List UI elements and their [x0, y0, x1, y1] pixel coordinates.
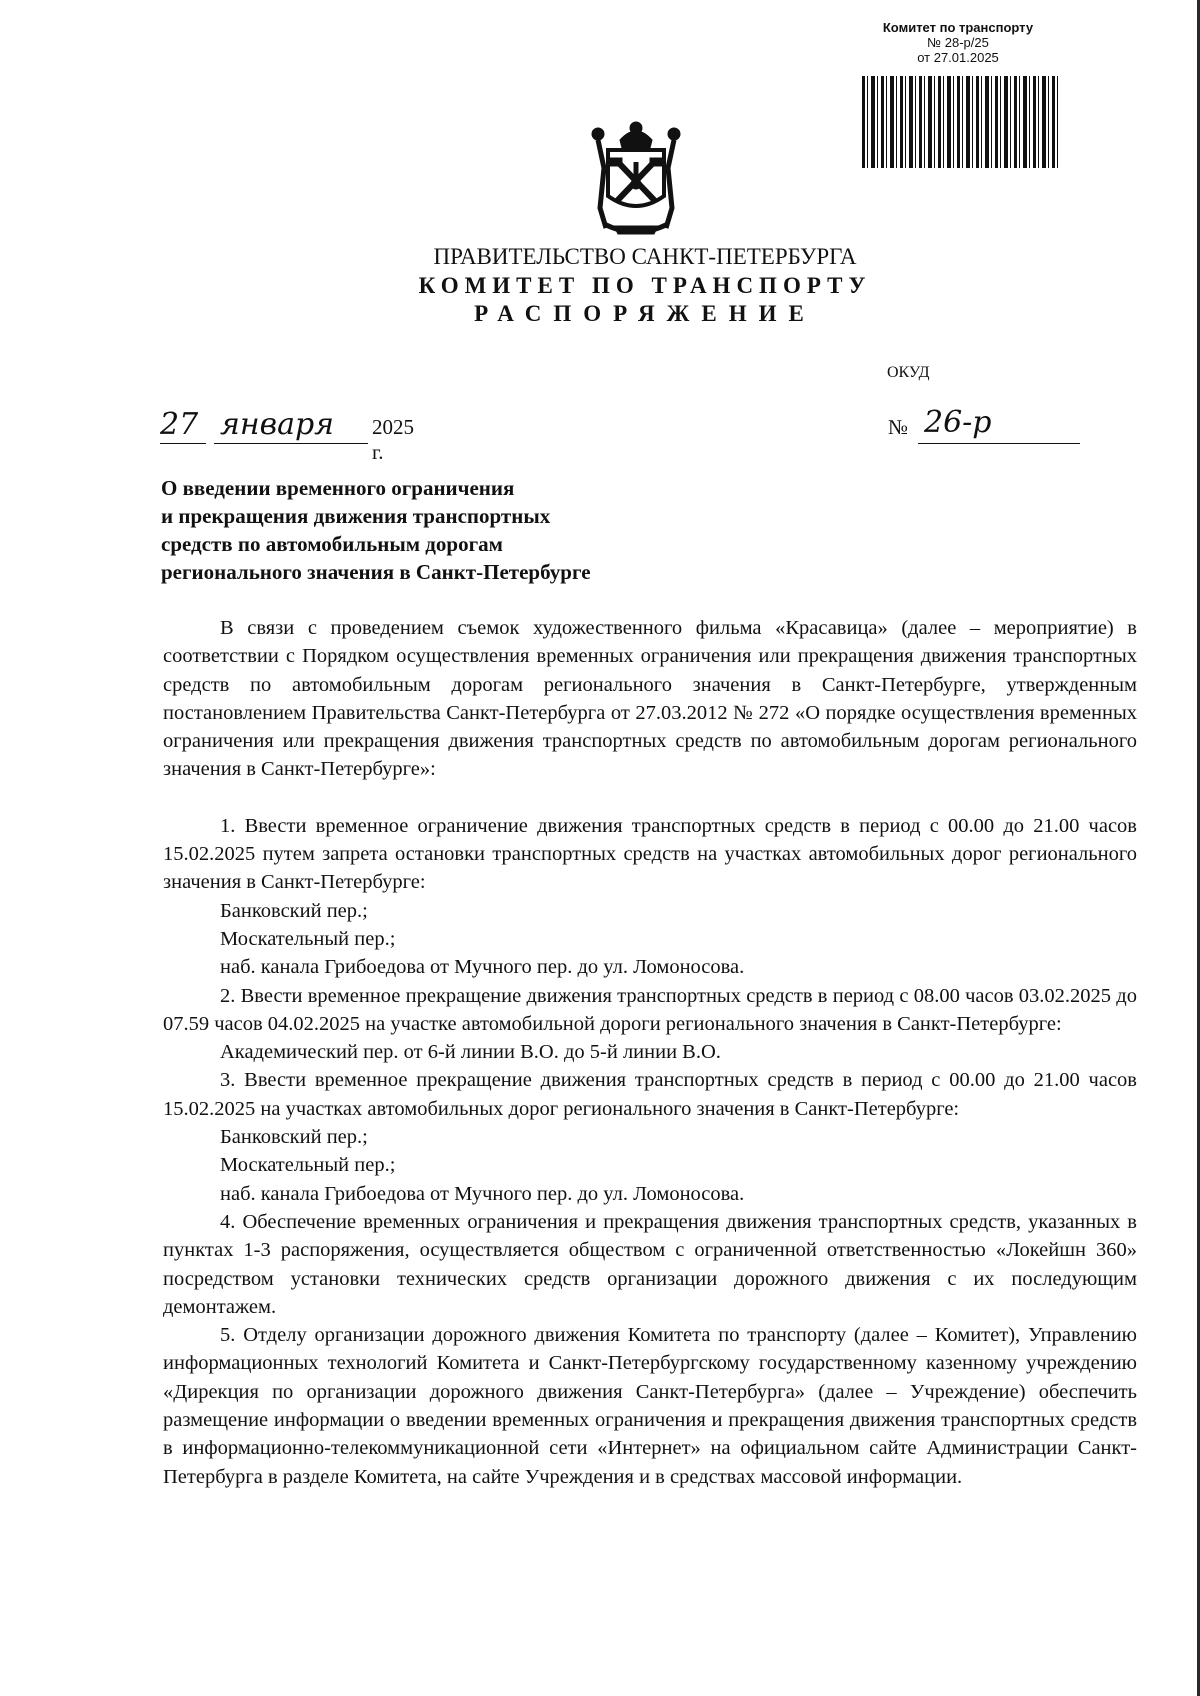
- document-title: [161, 474, 591, 586]
- date-day: 27: [160, 407, 199, 442]
- paragraph-gap: [163, 784, 1137, 812]
- okud-label: ОКУД: [887, 364, 930, 381]
- point-4: 4. Обеспечение временных ограничения и прекращения движения транспортных средств, указанных в пунктах 1-3 распоряжения, осуществляется обществом с ограниченной ответственностью «Локейшн 360» посредством установки технических средств организации дорожного движения с их последующим демонтажем.: [163, 1210, 1137, 1318]
- number-line: [888, 405, 1118, 453]
- point-2: 2. Ввести временное прекращение движения транспортных средств в период с 08.00 часов 03.02.2025 до 07.59 часов 04.02.2025 на участке автомобильной дороги регионального значения в Санкт-Петербурге:: [163, 984, 1137, 1035]
- date-year: 2025 г.: [372, 415, 414, 464]
- road-item: наб. канала Грибоедова от Мучного пер. до ул. Ломоносова.: [220, 1182, 745, 1205]
- road-item: Москательный пер.;: [220, 1154, 396, 1177]
- number-underline: [918, 443, 1080, 444]
- title-line: О введении временного ограничения: [161, 476, 515, 500]
- point-3: 3. Ввести временное прекращение движения транспортных средств в период с 00.00 до 21.00 часов 15.02.2025 на участках автомобильных дорог регионального значения в Санкт-Петербурге:: [163, 1069, 1137, 1120]
- date-month: января: [220, 407, 335, 442]
- stamp-number: № 28-р/25: [927, 35, 989, 50]
- stamp-date: от 27.01.2025: [917, 50, 999, 65]
- road-item: Банковский пер.;: [220, 899, 368, 922]
- title-line: регионального значения в Санкт-Петербурге: [161, 560, 591, 584]
- day-underline: [160, 443, 206, 444]
- committee-heading: КОМИТЕТ ПО ТРАНСПОРТУ: [418, 273, 872, 298]
- number-value: 26-р: [924, 405, 992, 440]
- registration-stamp: [858, 20, 1058, 65]
- number-prefix: №: [888, 415, 909, 439]
- stamp-org: Комитет по транспорту: [882, 20, 1034, 35]
- barcode: [862, 76, 1058, 168]
- road-item: наб. канала Грибоедова от Мучного пер. до ул. Ломоносова.: [220, 956, 745, 979]
- government-heading: ПРАВИТЕЛЬСТВО САНКТ-ПЕТЕРБУРГА: [433, 244, 857, 269]
- document-body: [163, 614, 1137, 1491]
- title-line: средств по автомобильным дорогам: [161, 532, 503, 556]
- point-5: 5. Отделу организации дорожного движения Комитета по транспорту (далее – Комитет), Управлению информационных технологий Комитета и Санкт-Петербургскому государственному казенному учреждению «Дирекция по организации дорожного движения Санкт-Петербурга» (далее – Учреждение) обеспечить размещение информации о введении временных ограничения и прекращения движения транспортных средств в информационно-телекоммуникационной сети «Интернет» на официальном сайте Администрации Санкт-Петербурга в разделе Комитета, на сайте Учреждения и в средствах массовой информации.: [163, 1324, 1137, 1488]
- doc-type-heading: РАСПОРЯЖЕНИЕ: [474, 301, 816, 326]
- preamble-paragraph: В связи с проведением съемок художественного фильма «Красавица» (далее – мероприятие) в соответствии с Порядком осуществления временных ограничения или прекращения движения транспортных средств по автомобильным дорогам регионального значения в Санкт-Петербурге, утвержденным постановлением Правительства Санкт-Петербурга от 27.03.2012 № 272 «О порядке осуществления временных ограничения или прекращения движения транспортных средств по автомобильным дорогам регионального значения в Санкт-Петербурге»:: [163, 617, 1137, 781]
- road-item: Банковский пер.;: [220, 1126, 368, 1149]
- road-item: Москательный пер.;: [220, 927, 396, 950]
- month-underline: [214, 443, 368, 444]
- title-line: и прекращения движения транспортных: [161, 504, 551, 528]
- point-1: 1. Ввести временное ограничение движения транспортных средств в период с 00.00 до 21.00 часов 15.02.2025 путем запрета остановки транспортных средств на участках автомобильных дорог регионального значения в Санкт-Петербурге:: [163, 814, 1137, 894]
- coat-of-arms-icon: [584, 118, 688, 238]
- road-item: Академический пер. от 6-й линии В.О. до 5-й линии В.О.: [220, 1041, 721, 1064]
